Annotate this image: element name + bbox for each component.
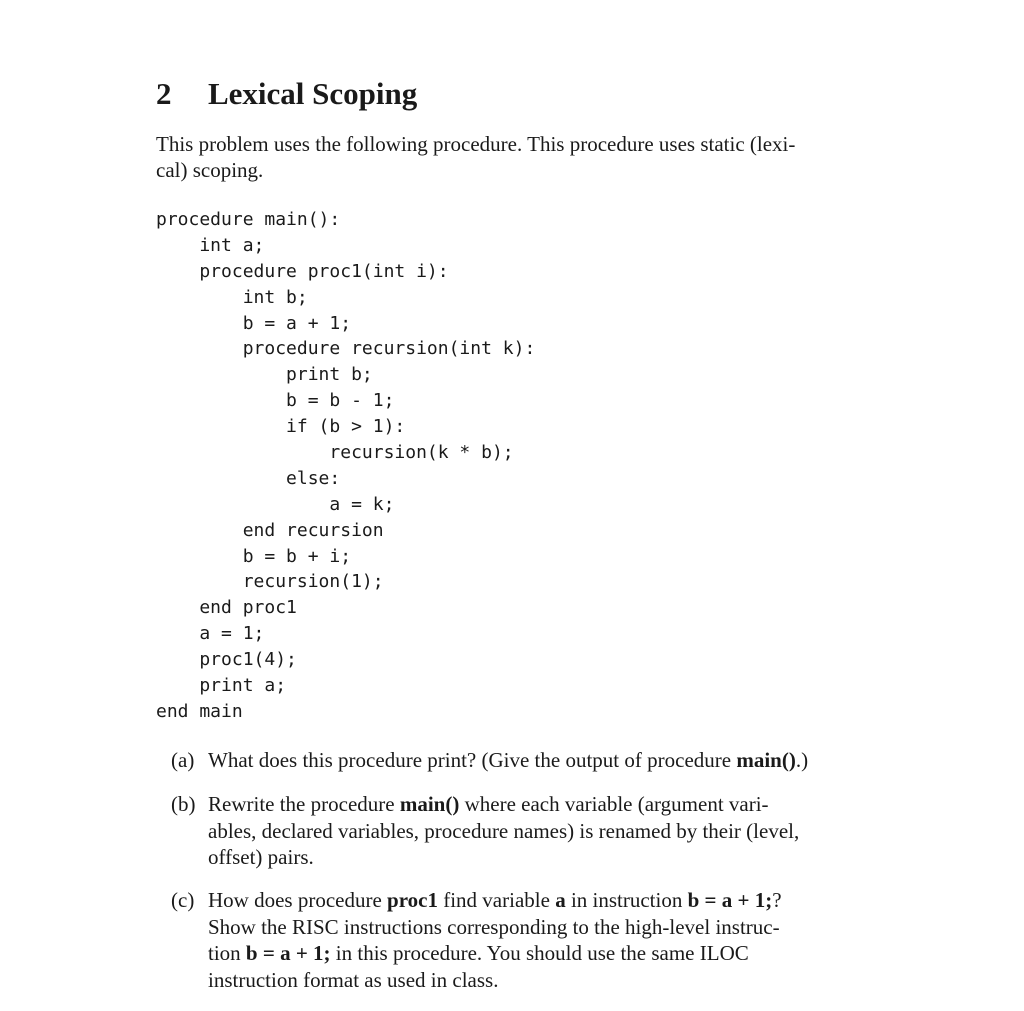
question-text: What does this procedure print? (Give the output of procedure bbox=[208, 748, 737, 772]
question-line bbox=[208, 887, 858, 914]
question-text: in instruction bbox=[565, 888, 688, 912]
emphasis-text: proc1 bbox=[387, 888, 438, 912]
code-line: procedure recursion(int k): bbox=[156, 338, 536, 360]
question-body bbox=[208, 791, 858, 871]
code-line: if (b > 1): bbox=[156, 416, 406, 438]
question-text: .) bbox=[795, 748, 809, 772]
emphasis-text: main() bbox=[736, 748, 796, 772]
question-line: ables, declared variables, procedure names) is renamed by their (level, bbox=[208, 818, 800, 843]
code-line: b = a + 1; bbox=[156, 312, 352, 334]
question-body bbox=[208, 887, 858, 993]
question-text: tion bbox=[208, 941, 246, 965]
section-number: 2 bbox=[156, 76, 172, 111]
code-line: proc1(4); bbox=[156, 649, 297, 671]
section-heading bbox=[156, 72, 417, 116]
question-text: How does procedure bbox=[208, 888, 388, 912]
question-text: where each variable (argument vari- bbox=[459, 792, 769, 816]
code-line: end proc1 bbox=[156, 597, 297, 619]
code-line: int a; bbox=[156, 234, 265, 256]
code-line: print a; bbox=[156, 675, 287, 697]
code-listing bbox=[156, 207, 535, 725]
code-line: end main bbox=[156, 700, 243, 722]
code-line: print b; bbox=[156, 364, 373, 386]
intro-line-2: cal) scoping. bbox=[156, 158, 264, 182]
code-line: end recursion bbox=[156, 519, 384, 541]
question-line bbox=[208, 747, 858, 774]
emphasis-text: main() bbox=[399, 792, 460, 816]
code-line: procedure main(): bbox=[156, 209, 341, 230]
code-line: b = b - 1; bbox=[156, 390, 395, 412]
question-text: ? bbox=[772, 888, 782, 912]
question-label: (a) bbox=[171, 748, 195, 772]
code-line: int b; bbox=[156, 286, 308, 308]
question-line bbox=[208, 940, 858, 967]
question-label: (c) bbox=[171, 888, 195, 912]
intro-line-1: This problem uses the following procedure. This procedure uses static (lexi- bbox=[156, 132, 796, 156]
emphasis-text: b = a + 1; bbox=[245, 941, 331, 965]
question-text: in this procedure. You should use the same ILOC bbox=[330, 941, 749, 965]
question-line: Show the RISC instructions corresponding to the high-level instruc- bbox=[208, 914, 780, 939]
question-body bbox=[208, 747, 858, 774]
question-label: (b) bbox=[171, 792, 196, 816]
code-line: recursion(k * b); bbox=[156, 442, 514, 464]
code-line: a = 1; bbox=[156, 623, 265, 645]
intro-paragraph bbox=[156, 131, 856, 183]
code-line: else: bbox=[156, 467, 341, 489]
code-line: a = k; bbox=[156, 493, 395, 515]
question-text: find variable bbox=[437, 888, 556, 912]
emphasis-text: b = a + 1; bbox=[687, 888, 773, 912]
question-line: offset) pairs. bbox=[208, 845, 314, 869]
code-line: recursion(1); bbox=[156, 571, 384, 593]
section-title: Lexical Scoping bbox=[208, 76, 418, 111]
question-line bbox=[208, 791, 858, 818]
code-line: procedure proc1(int i): bbox=[156, 260, 449, 282]
question-line: instruction format as used in class. bbox=[208, 967, 499, 992]
emphasis-text: a bbox=[555, 888, 566, 912]
code-line: b = b + i; bbox=[156, 545, 352, 567]
question-text: Rewrite the procedure bbox=[208, 792, 400, 816]
